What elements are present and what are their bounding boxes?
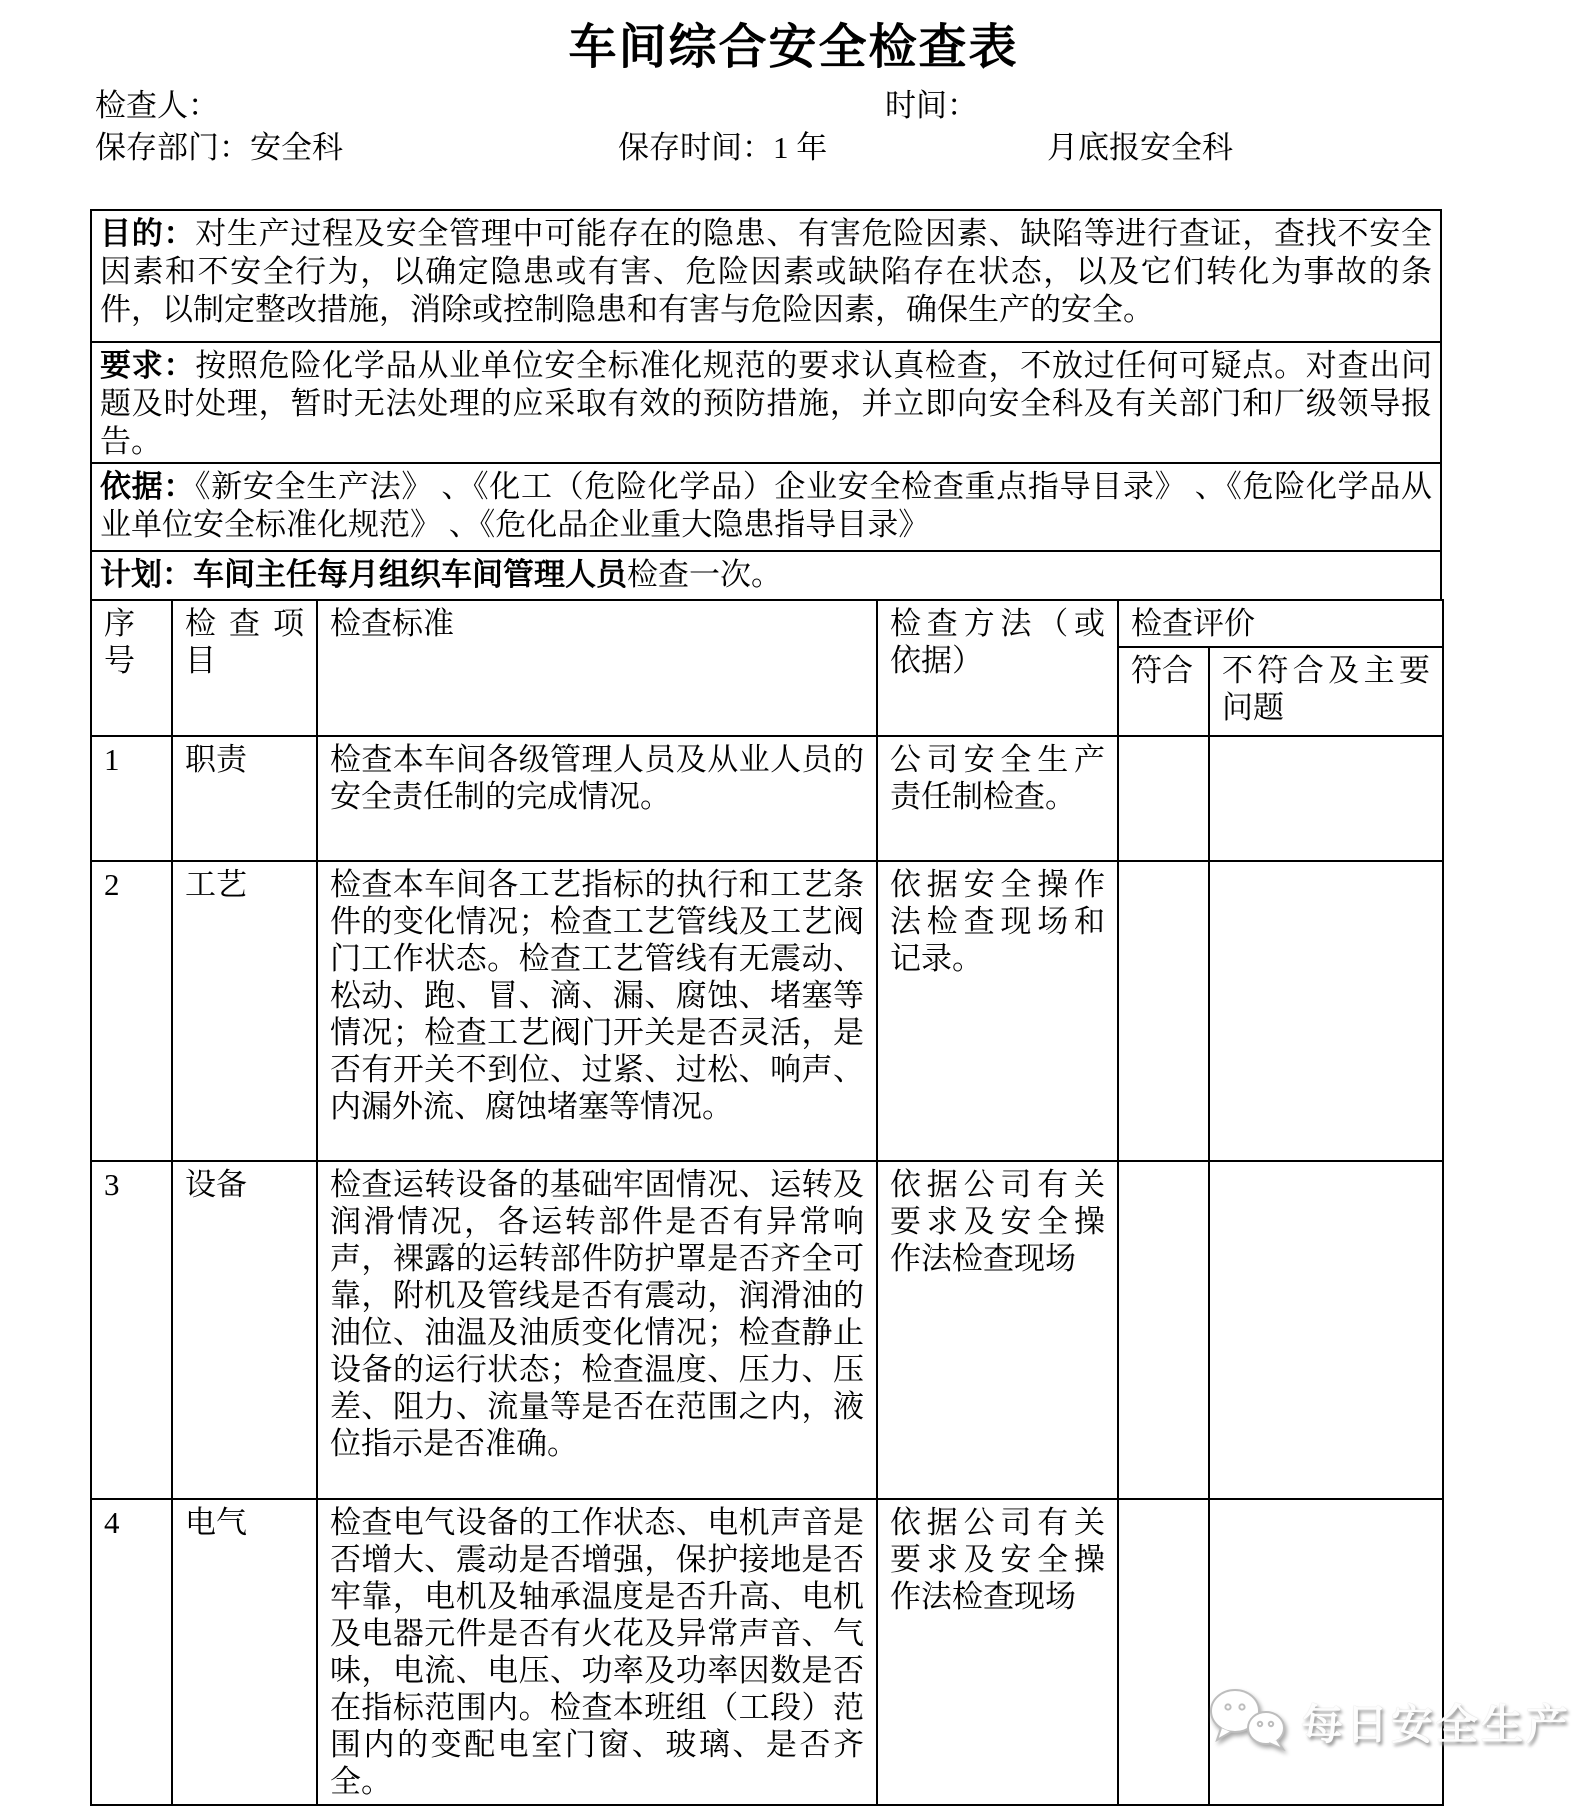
section-purpose bbox=[90, 209, 1442, 343]
row-conform-cell bbox=[1118, 861, 1209, 1161]
row-nonconform-cell bbox=[1209, 1499, 1443, 1805]
header-method: 检查方法（或依据） bbox=[877, 600, 1118, 736]
table-row bbox=[91, 1499, 1443, 1805]
row-standard: 检查电气设备的工作状态、电机声音是否增大、震动是否增强，保护接地是否牢靠，电机及轴承温度是否升高、电机及电器元件是否有火花及异常声音、气味，电流、电压、功率及功率因数是否在指标范围内。检查本班组（工段）范围内的变配电室门窗、玻璃、是否齐全。 bbox=[317, 1499, 877, 1805]
table-row bbox=[91, 861, 1443, 1161]
row-standard: 检查运转设备的基础牢固情况、运转及润滑情况，各运转部件是否有异常响声，裸露的运转部件防护罩是否齐全可靠，附机及管线是否有震动，润滑油的油位、油温及油质变化情况；检查静止设备的运行状态；检查温度、压力、压差、阻力、流量等是否在范围之内，液位指示是否准确。 bbox=[317, 1161, 877, 1499]
section-plan bbox=[90, 550, 1442, 601]
table-row bbox=[91, 736, 1443, 861]
row-standard: 检查本车间各工艺指标的执行和工艺条件的变化情况；检查工艺管线及工艺阀门工作状态。检查工艺管线有无震动、松动、跑、冒、滴、漏、腐蚀、堵塞等情况；检查工艺阀门开关是否灵活，是否有开关不到位、过紧、过松、响声、内漏外流、腐蚀堵塞等情况。 bbox=[317, 861, 877, 1161]
plan-normal-text: 检查一次。 bbox=[627, 557, 782, 592]
row-num: 4 bbox=[91, 1499, 172, 1805]
row-item: 工艺 bbox=[172, 861, 317, 1161]
inspector-label: 检查人： bbox=[95, 88, 219, 123]
purpose-label: 目的： bbox=[100, 216, 196, 251]
inspection-table bbox=[90, 599, 1444, 1806]
row-nonconform-cell bbox=[1209, 1161, 1443, 1499]
page-title: 车间综合安全检查表 bbox=[568, 21, 1019, 74]
row-num: 2 bbox=[91, 861, 172, 1161]
header-seq: 序号 bbox=[91, 600, 172, 736]
row-item: 设备 bbox=[172, 1161, 317, 1499]
plan-label: 计划： bbox=[100, 557, 193, 592]
time-label: 时间： bbox=[885, 88, 978, 123]
report-note: 月底报安全科 bbox=[1047, 130, 1233, 165]
table-row bbox=[91, 1161, 1443, 1499]
row-num: 3 bbox=[91, 1161, 172, 1499]
row-item: 电气 bbox=[172, 1499, 317, 1805]
row-conform-cell bbox=[1118, 1499, 1209, 1805]
row-nonconform-cell bbox=[1209, 861, 1443, 1161]
basis-text: 《新安全生产法》 、《化工（危险化学品）企业安全检查重点指导目录》 、《危险化学品从业单位安全标准化规范》 、《危化品企业重大隐患指导目录》 bbox=[100, 469, 1432, 542]
keep-time-label: 保存时间：1 年 bbox=[618, 130, 828, 165]
section-requirement bbox=[90, 341, 1442, 464]
row-method: 依据公司有关要求及安全操作法检查现场 bbox=[877, 1499, 1118, 1805]
requirement-text: 按照危险化学品从业单位安全标准化规范的要求认真检查，不放过任何可疑点。对查出问题及时处理，暂时无法处理的应采取有效的预防措施，并立即向安全科及有关部门和厂级领导报告。 bbox=[100, 348, 1433, 459]
keep-department-label: 保存部门：安全科 bbox=[95, 130, 343, 165]
plan-bold-text: 车间主任每月组织车间管理人员 bbox=[193, 557, 627, 592]
row-method: 依据公司有关要求及安全操作法检查现场 bbox=[877, 1161, 1118, 1499]
row-nonconform-cell bbox=[1209, 736, 1443, 861]
row-conform-cell bbox=[1118, 1161, 1209, 1499]
header-evaluation: 检查评价 bbox=[1118, 600, 1443, 647]
header-item: 检查项目 bbox=[172, 600, 317, 736]
section-basis bbox=[90, 462, 1442, 552]
table-header-row-1 bbox=[91, 600, 1443, 647]
row-conform-cell bbox=[1118, 736, 1209, 861]
row-num: 1 bbox=[91, 736, 172, 861]
header-conform: 符合 bbox=[1118, 647, 1209, 736]
row-method: 依据安全操作法检查现场和记录。 bbox=[877, 861, 1118, 1161]
document-body bbox=[90, 209, 1442, 1806]
requirement-label: 要求： bbox=[100, 348, 196, 383]
row-item: 职责 bbox=[172, 736, 317, 861]
purpose-text: 对生产过程及安全管理中可能存在的隐患、有害危险因素、缺陷等进行查证，查找不安全因素和不安全行为，以确定隐患或有害、危险因素或缺陷存在状态，以及它们转化为事故的条件，以制定整改措施，消除或控制隐患和有害与危险因素，确保生产的安全。 bbox=[100, 216, 1433, 327]
row-standard: 检查本车间各级管理人员及从业人员的安全责任制的完成情况。 bbox=[317, 736, 877, 861]
row-method: 公司安全生产责任制检查。 bbox=[877, 736, 1118, 861]
basis-label: 依据： bbox=[100, 469, 196, 504]
header-nonconform: 不符合及主要问题 bbox=[1209, 647, 1443, 736]
header-standard: 检查标准 bbox=[317, 600, 877, 736]
watermark-text: 每日安全生产 bbox=[1301, 1700, 1572, 1748]
